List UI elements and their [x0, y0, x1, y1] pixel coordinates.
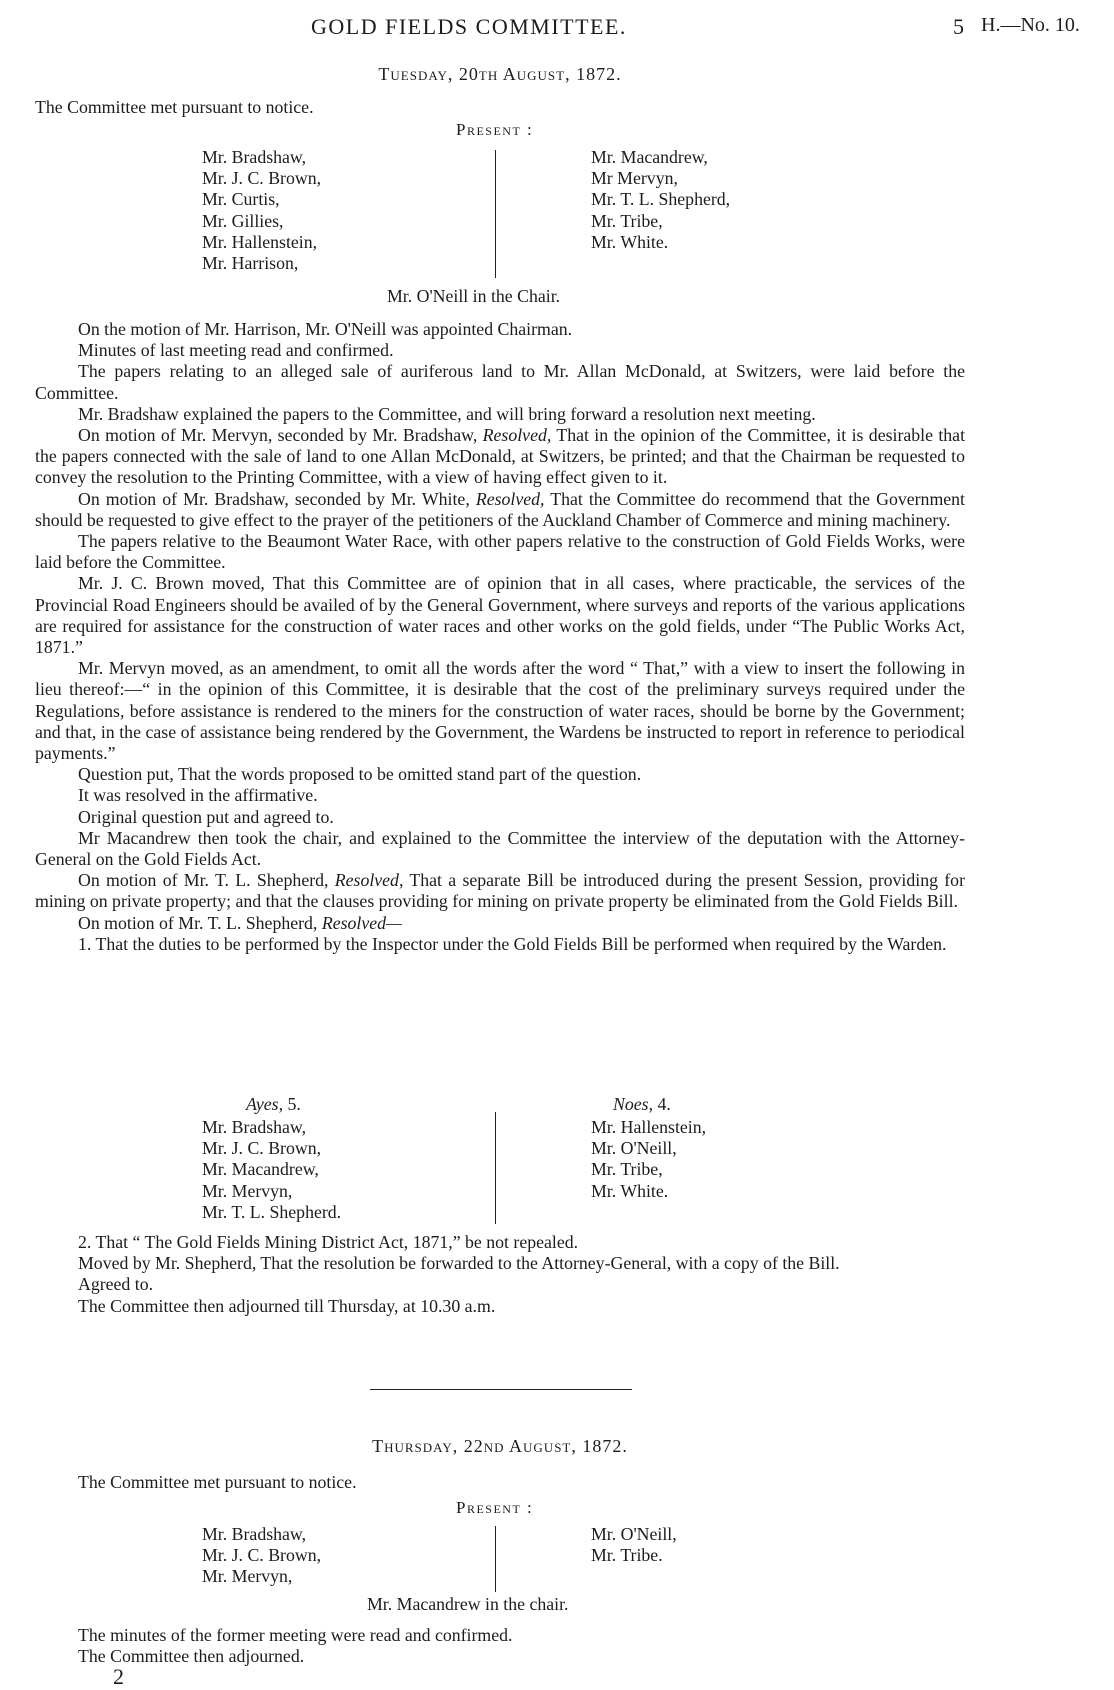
meeting1-opening: The Committee met pursuant to notice. [35, 97, 314, 117]
meeting2-date: Thursday, 22nd August, 1872. [372, 1436, 628, 1456]
meeting2-present-right [591, 1524, 677, 1566]
ayes-list [202, 1117, 341, 1223]
minutes-paragraph: 2. That “ The Gold Fields Mining District Act, 1871,” be not repealed. [78, 1232, 579, 1252]
column-divider [495, 1112, 496, 1224]
column-divider [495, 150, 496, 278]
meeting1-closing [35, 1232, 965, 1317]
member-name: Mr. White. [591, 1180, 669, 1201]
noes-heading: Noes, 4. [613, 1094, 671, 1114]
minutes-paragraph: On motion of Mr. T. L. Shepherd, Resolved— [78, 912, 402, 933]
member-name: Mr. Tribe. [591, 1545, 663, 1566]
member-name: Mr. Hallenstein, [202, 231, 318, 252]
member-name: Mr. T. L. Shepherd. [202, 1201, 342, 1222]
member-name: Mr. O'Neill, [591, 1138, 677, 1159]
column-divider [495, 1526, 496, 1592]
minutes-paragraph: The minutes of the former meeting were read and confirmed. [78, 1625, 513, 1645]
minutes-paragraph: Agreed to. [78, 1274, 154, 1295]
member-name: Mr. Harrison, [202, 253, 299, 274]
member-name: Mr. Bradshaw, [202, 1524, 307, 1544]
member-name: Mr. T. L. Shepherd, [591, 189, 731, 210]
member-name: Mr. Mervyn, [202, 1180, 293, 1201]
minutes-paragraph: It was resolved in the affirmative. [78, 785, 318, 806]
section-divider [370, 1389, 632, 1390]
meeting2-present-left [202, 1524, 321, 1588]
signature-mark: 2 [113, 1664, 124, 1689]
member-name: Mr. Tribe, [591, 210, 663, 231]
minutes-paragraph: Original question put and agreed to. [78, 806, 334, 827]
member-name: Mr. Bradshaw, [202, 147, 307, 167]
page-header-title: GOLD FIELDS COMMITTEE. [311, 14, 627, 39]
ayes-heading: Ayes, 5. [246, 1094, 301, 1114]
member-name: Mr. J. C. Brown, [202, 1545, 322, 1566]
minutes-paragraph: 1. That the duties to be performed by the Inspector under the Gold Fields Bill be performed when required by the Warden. [78, 933, 947, 954]
member-name: Mr. Tribe, [591, 1159, 663, 1180]
member-name: Mr. Macandrew, [202, 1159, 319, 1180]
minutes-paragraph: Mr. J. C. Brown moved, That this Committee are of opinion that in all cases, where practicable, the services of the Provincial Road Engineers should be availed of by the General Government, where surveys and reports of the various applications are required for assistance for the construction of water races and other works on the gold fields, under “The Public Works Act, 1871.” [35, 573, 965, 658]
minutes-paragraph: Minutes of last meeting read and confirmed. [78, 340, 394, 361]
member-name: Mr Mervyn, [591, 168, 678, 189]
member-name: Mr. Mervyn, [202, 1566, 293, 1587]
minutes-paragraph: Moved by Mr. Shepherd, That the resolution be forwarded to the Attorney-General, with a copy of the Bill. [78, 1253, 840, 1274]
minutes-paragraph: On motion of Mr. Bradshaw, seconded by Mr. White, Resolved, That the Committee do recommend that the Government should be requested to give effect to the prayer of the petitioners of the Auckland Chamber of Commerce and mining machinery. [35, 488, 965, 530]
paper-code: H.—No. 10. [981, 14, 1080, 36]
meeting1-body [35, 319, 965, 955]
meeting2-present-label: Present : [456, 1498, 534, 1517]
meeting1-present-left [202, 147, 321, 274]
minutes-paragraph: On motion of Mr. T. L. Shepherd, Resolved, That a separate Bill be introduced during the present Session, providing for mining on private property; and that the clauses providing for mining on private property be eliminated from the Gold Fields Bill. [35, 870, 965, 912]
meeting2-chair: Mr. Macandrew in the chair. [367, 1594, 569, 1614]
member-name: Mr. O'Neill, [591, 1524, 677, 1544]
member-name: Mr. J. C. Brown, [202, 1138, 322, 1159]
member-name: Mr. Curtis, [202, 189, 280, 210]
minutes-paragraph: Mr. Mervyn moved, as an amendment, to omit all the words after the word “ That,” with a view to insert the following in lieu thereof:—“ in the opinion of this Committee, it is desirable that the cost of the preliminary surveys required under the Regulations, before assistance is rendered to the miners for the construction of water races, should be borne by the Government; and that, in the case of assistance being rendered by the Government, the Wardens be instructed to report in reference to periodical payments.” [35, 658, 965, 764]
noes-list [591, 1117, 706, 1202]
page-number: 5 [953, 14, 964, 39]
minutes-paragraph: On motion of Mr. Mervyn, seconded by Mr. Bradshaw, Resolved, That in the opinion of the Committee, it is desirable that the papers connected with the sale of land to one Allan McDonald, at Switzers, be printed; and that the Chairman be requested to convey the resolution to the Printing Committee, with a view of having effect given to it. [35, 425, 966, 488]
minutes-paragraph: The Committee then adjourned till Thursday, at 10.30 a.m. [78, 1295, 496, 1316]
minutes-paragraph: The papers relative to the Beaumont Water Race, with other papers relative to the construction of Gold Fields Works, were laid before the Committee. [35, 531, 965, 573]
minutes-paragraph: Mr. Bradshaw explained the papers to the Committee, and will bring forward a resolution next meeting. [78, 403, 816, 424]
member-name: Mr. J. C. Brown, [202, 168, 322, 189]
meeting2-body [35, 1625, 965, 1667]
minutes-paragraph: Mr Macandrew then took the chair, and explained to the Committee the interview of the deputation with the Attorney-General on the Gold Fields Act. [35, 827, 965, 870]
meeting1-present-right [591, 147, 730, 253]
minutes-paragraph: The Committee then adjourned. [78, 1646, 305, 1667]
member-name: Mr. Macandrew, [591, 147, 708, 167]
member-name: Mr. Bradshaw, [202, 1117, 307, 1137]
minutes-paragraph: The papers relating to an alleged sale of auriferous land to Mr. Allan McDonald, at Switzers, were laid before the Committee. [35, 361, 965, 403]
minutes-paragraph: Question put, That the words proposed to be omitted stand part of the question. [78, 764, 642, 785]
meeting1-present-label: Present : [456, 120, 534, 139]
member-name: Mr. White. [591, 231, 669, 252]
meeting1-date: Tuesday, 20th August, 1872. [378, 64, 622, 84]
member-name: Mr. Gillies, [202, 210, 284, 231]
member-name: Mr. Hallenstein, [591, 1117, 707, 1137]
meeting2-opening: The Committee met pursuant to notice. [78, 1472, 357, 1492]
minutes-paragraph: On the motion of Mr. Harrison, Mr. O'Neill was appointed Chairman. [78, 319, 573, 339]
meeting1-chair: Mr. O'Neill in the Chair. [387, 286, 561, 306]
